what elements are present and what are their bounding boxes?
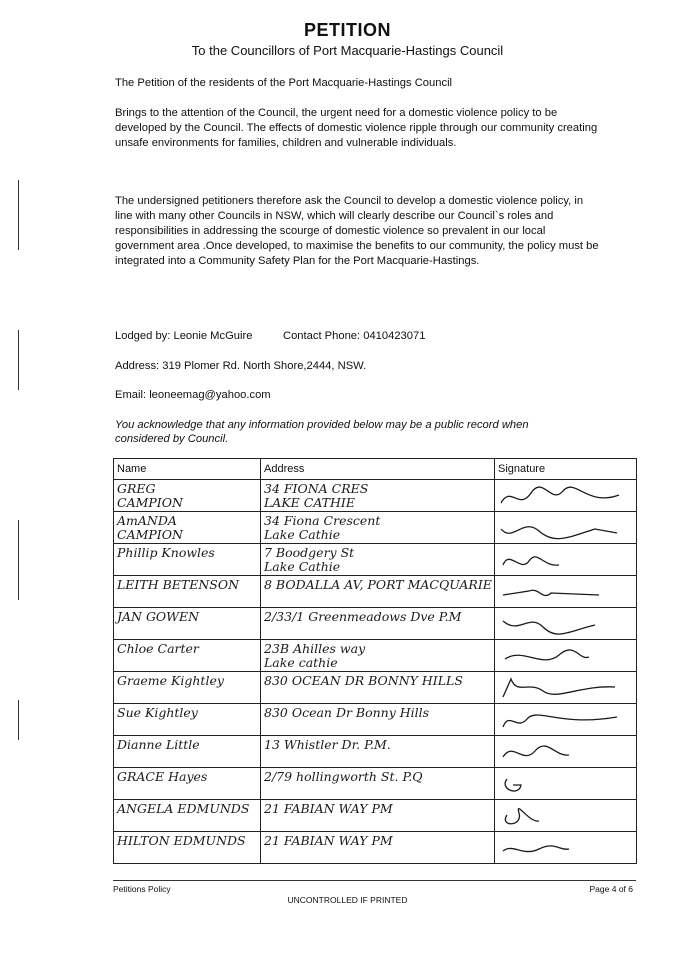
address-text: 830 Ocean Dr Bonny Hills bbox=[264, 705, 430, 720]
name-text: ANGELA EDMUNDS bbox=[117, 801, 250, 816]
footer-page: Page 4 of 6 bbox=[589, 884, 633, 894]
name-cell bbox=[114, 576, 261, 608]
table-row bbox=[114, 672, 637, 704]
contact-phone: Contact Phone: 0410423071 bbox=[283, 330, 426, 342]
table-row bbox=[114, 640, 637, 672]
address-text: 23B Ahilles way bbox=[264, 641, 366, 656]
address-text: 2/33/1 Greenmeadows Dve P.M bbox=[264, 609, 462, 624]
address-cell bbox=[261, 576, 495, 608]
table-row bbox=[114, 480, 637, 512]
name-cell bbox=[114, 736, 261, 768]
request-line: line with many other Councils in NSW, which will clearly describe our Council`s roles and bbox=[115, 210, 554, 222]
name-text: Chloe Carter bbox=[117, 641, 199, 656]
address-text: Lake Cathie bbox=[264, 527, 341, 542]
address-text: 830 OCEAN DR BONNY HILLS bbox=[264, 673, 463, 688]
address-text: 13 Whistler Dr. P.M. bbox=[264, 737, 391, 752]
signature-cell bbox=[495, 640, 637, 672]
address-cell bbox=[261, 704, 495, 736]
signature-cell bbox=[495, 736, 637, 768]
name-cell bbox=[114, 800, 261, 832]
signature-cell bbox=[495, 544, 637, 576]
name-cell bbox=[114, 640, 261, 672]
handwritten-signature bbox=[499, 675, 629, 703]
request-line: The undersigned petitioners therefore ask the Council to develop a domestic violence policy, in bbox=[115, 195, 584, 207]
signature-cell bbox=[495, 672, 637, 704]
signature-cell bbox=[495, 800, 637, 832]
attention-line: developed by the Council. The effects of domestic violence ripple through our community creating bbox=[115, 122, 598, 134]
address-cell bbox=[261, 672, 495, 704]
name-text: JAN GOWEN bbox=[117, 609, 200, 624]
address-cell bbox=[261, 832, 495, 864]
address-text: 8 BODALLA AV, PORT MACQUARIE bbox=[264, 577, 492, 592]
handwritten-signature bbox=[499, 515, 629, 543]
name-cell bbox=[114, 480, 261, 512]
handwritten-signature bbox=[499, 771, 629, 799]
table-row bbox=[114, 800, 637, 832]
request-paragraph bbox=[115, 194, 655, 269]
margin-mark bbox=[18, 700, 19, 740]
handwritten-signature bbox=[499, 611, 629, 639]
address-cell bbox=[261, 544, 495, 576]
signature-cell bbox=[495, 768, 637, 800]
name-cell bbox=[114, 608, 261, 640]
signature-cell bbox=[495, 608, 637, 640]
table-row bbox=[114, 832, 637, 864]
signature-cell bbox=[495, 576, 637, 608]
address-cell bbox=[261, 512, 495, 544]
name-cell bbox=[114, 832, 261, 864]
table-row bbox=[114, 512, 637, 544]
handwritten-signature bbox=[499, 483, 629, 511]
address-text: 21 FABIAN WAY PM bbox=[264, 801, 393, 816]
lodger-address: Address: 319 Plomer Rd. North Shore,2444, NSW. bbox=[115, 360, 367, 372]
lodger-email: Email: leoneemag@yahoo.com bbox=[115, 389, 271, 401]
page-subtitle: To the Councillors of Port Macquarie-Hastings Council bbox=[191, 43, 504, 58]
handwritten-signature bbox=[499, 835, 629, 863]
name-text: GREG bbox=[117, 481, 156, 496]
request-line: integrated into a Community Safety Plan for the Port Macquarie-Hastings. bbox=[115, 255, 480, 267]
address-cell bbox=[261, 480, 495, 512]
address-text: 34 Fiona Crescent bbox=[264, 513, 381, 528]
name-cell bbox=[114, 544, 261, 576]
margin-mark bbox=[18, 330, 19, 390]
attention-line: unsafe environments for families, children and vulnerable individuals. bbox=[115, 137, 457, 149]
address-text: Lake cathie bbox=[264, 655, 338, 670]
lodged-by: Lodged by: Leonie McGuire bbox=[115, 330, 253, 342]
name-text: CAMPION bbox=[117, 495, 183, 510]
address-cell bbox=[261, 736, 495, 768]
header-signature: Signature bbox=[495, 459, 637, 480]
signature-table bbox=[113, 458, 637, 864]
attention-paragraph bbox=[115, 106, 655, 151]
name-text: HILTON EDMUNDS bbox=[117, 833, 246, 848]
handwritten-signature bbox=[499, 803, 629, 831]
address-text: LAKE CATHIE bbox=[264, 495, 355, 510]
header-name: Name bbox=[114, 459, 261, 480]
handwritten-signature bbox=[499, 707, 629, 735]
acknowledgement-line: considered by Council. bbox=[115, 433, 229, 445]
name-text: Graeme Kightley bbox=[117, 673, 224, 688]
table-row bbox=[114, 544, 637, 576]
address-cell bbox=[261, 608, 495, 640]
name-text: Dianne Little bbox=[117, 737, 200, 752]
footer-left: Petitions Policy bbox=[113, 884, 171, 894]
handwritten-signature bbox=[499, 579, 629, 607]
margin-mark bbox=[18, 180, 19, 250]
address-cell bbox=[261, 768, 495, 800]
name-text: GRACE Hayes bbox=[117, 769, 208, 784]
handwritten-signature bbox=[499, 547, 629, 575]
table-row bbox=[114, 704, 637, 736]
handwritten-signature bbox=[499, 739, 629, 767]
name-text: CAMPION bbox=[117, 527, 183, 542]
footer-rule bbox=[113, 880, 636, 881]
signature-cell bbox=[495, 832, 637, 864]
signature-cell bbox=[495, 480, 637, 512]
signature-cell bbox=[495, 512, 637, 544]
table-row bbox=[114, 768, 637, 800]
handwritten-signature bbox=[499, 643, 629, 671]
signature-cell bbox=[495, 704, 637, 736]
table-row bbox=[114, 576, 637, 608]
name-text: AmANDA bbox=[117, 513, 177, 528]
address-text: 7 Boodgery St bbox=[264, 545, 355, 560]
address-cell bbox=[261, 800, 495, 832]
acknowledgement bbox=[115, 418, 655, 446]
margin-mark bbox=[18, 520, 19, 600]
table-row bbox=[114, 736, 637, 768]
table-row bbox=[114, 608, 637, 640]
name-text: Sue Kightley bbox=[117, 705, 198, 720]
name-cell bbox=[114, 704, 261, 736]
address-text: 2/79 hollingworth St. P.Q bbox=[264, 769, 423, 784]
acknowledgement-line: You acknowledge that any information provided below may be a public record when bbox=[115, 419, 529, 431]
intro-text: The Petition of the residents of the Port Macquarie-Hastings Council bbox=[115, 77, 453, 89]
name-cell bbox=[114, 512, 261, 544]
address-cell bbox=[261, 640, 495, 672]
page-title: PETITION bbox=[303, 20, 391, 40]
name-text: Phillip Knowles bbox=[117, 545, 215, 560]
name-text: LEITH BETENSON bbox=[117, 577, 240, 592]
address-text: Lake Cathie bbox=[264, 559, 341, 574]
request-line: government area .Once developed, to maximise the benefits to our community, the policy must be bbox=[115, 240, 599, 252]
header-address: Address bbox=[261, 459, 495, 480]
name-cell bbox=[114, 768, 261, 800]
request-line: responsibilities in addressing the scourge of domestic violence so prevalent in our local bbox=[115, 225, 546, 237]
address-text: 34 FIONA CRES bbox=[264, 481, 369, 496]
footer-center: UNCONTROLLED IF PRINTED bbox=[287, 895, 408, 905]
address-text: 21 FABIAN WAY PM bbox=[264, 833, 393, 848]
attention-line: Brings to the attention of the Council, the urgent need for a domestic violence policy to be bbox=[115, 107, 558, 119]
table-header-row bbox=[114, 459, 637, 480]
name-cell bbox=[114, 672, 261, 704]
